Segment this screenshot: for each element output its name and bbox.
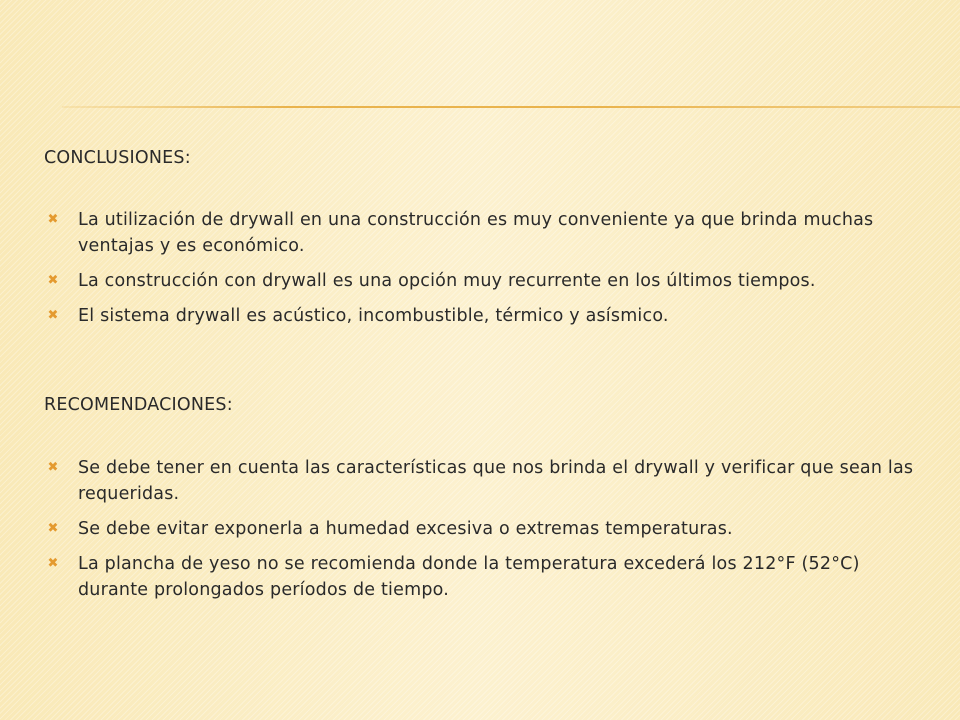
- list-item: [44, 516, 924, 542]
- list-item-text: La construcción con drywall es una opción muy recurrente en los últimos tiempos.: [78, 271, 816, 291]
- conclusiones-list: [44, 207, 924, 329]
- list-item-text: La plancha de yeso no se recomienda donde la temperatura excederá los 212°F (52°C) durante prolongados períodos de tiempo.: [78, 554, 860, 600]
- recomendaciones-heading: RECOMENDACIONES:: [44, 395, 233, 415]
- list-item-text: Se debe evitar exponerla a humedad excesiva o extremas temperaturas.: [78, 519, 733, 539]
- list-item: [44, 551, 924, 603]
- list-item: [44, 268, 924, 294]
- x-bullet-icon: ✖: [47, 212, 59, 227]
- title-divider-line: [62, 106, 960, 108]
- x-bullet-icon: ✖: [47, 308, 59, 323]
- recomendaciones-list: [44, 455, 924, 603]
- list-item-text: El sistema drywall es acústico, incombustible, térmico y asísmico.: [78, 306, 669, 326]
- x-bullet-icon: ✖: [47, 556, 59, 571]
- list-item: [44, 303, 924, 329]
- x-bullet-icon: ✖: [47, 273, 59, 288]
- conclusiones-heading: CONCLUSIONES:: [44, 148, 191, 168]
- x-bullet-icon: ✖: [47, 460, 59, 475]
- slide-content: [44, 145, 924, 612]
- list-item: [44, 207, 924, 259]
- list-item-text: La utilización de drywall en una construcción es muy conveniente ya que brinda muchas ventajas y es económico.: [78, 210, 874, 256]
- list-item-text: Se debe tener en cuenta las características que nos brinda el drywall y verificar que sean las requeridas.: [78, 458, 914, 504]
- x-bullet-icon: ✖: [47, 521, 59, 536]
- list-item: [44, 455, 924, 507]
